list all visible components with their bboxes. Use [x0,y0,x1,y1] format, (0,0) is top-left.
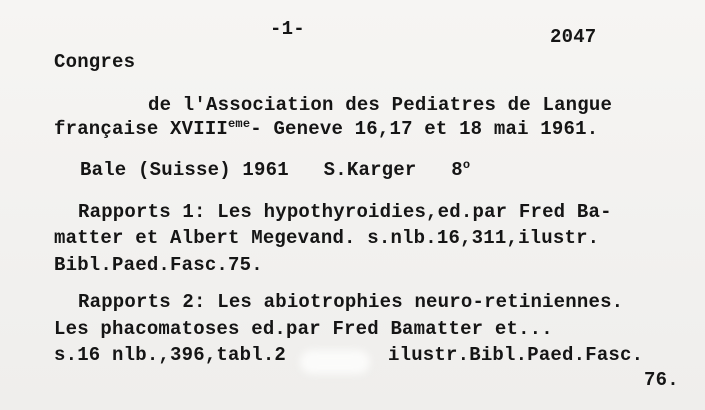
title-line-2-main: française XVIII [54,118,229,140]
heading: Congres [54,51,136,73]
format: 8 [451,159,463,181]
rapports-1-line-2: matter et Albert Megevand. s.nlb.16,311,ilustr. [54,227,600,249]
rapports-2-line-3a: s.16 nlb.,396,tabl.2 [54,344,287,366]
publication-line [80,158,471,181]
title-line-1: de l'Association des Pediatres de Langue [148,94,613,116]
rapports-2-line-3b: ilustr.Bibl.Paed.Fasc. [388,344,644,366]
rapports-2-line-1: Rapports 2: Les abiotrophies neuro-retiniennes. [78,291,624,313]
publisher-gap [289,159,324,181]
format-sup: o [462,158,471,172]
rapports-1-line-3: Bibl.Paed.Fasc.75. [54,254,263,276]
title-line-2-sup: eme [228,117,251,131]
title-line-2 [54,117,599,140]
smudge-mark [300,350,370,374]
title-line-2-rest: - Geneve 16,17 et 18 mai 1961. [250,118,599,140]
rapports-1-line-1: Rapports 1: Les hypothyroidies,ed.par Fred Ba- [78,201,612,223]
rapports-2-line-2: Les phacomatoses ed.par Fred Bamatter et... [54,318,553,340]
page-marker: -1- [270,18,305,40]
format-gap [416,159,451,181]
rapports-2-line-4: 76. [644,369,679,391]
publication-place: Bale (Suisse) 1961 [80,159,289,181]
publisher: S.Karger [323,159,417,181]
card-number: 2047 [550,26,597,48]
